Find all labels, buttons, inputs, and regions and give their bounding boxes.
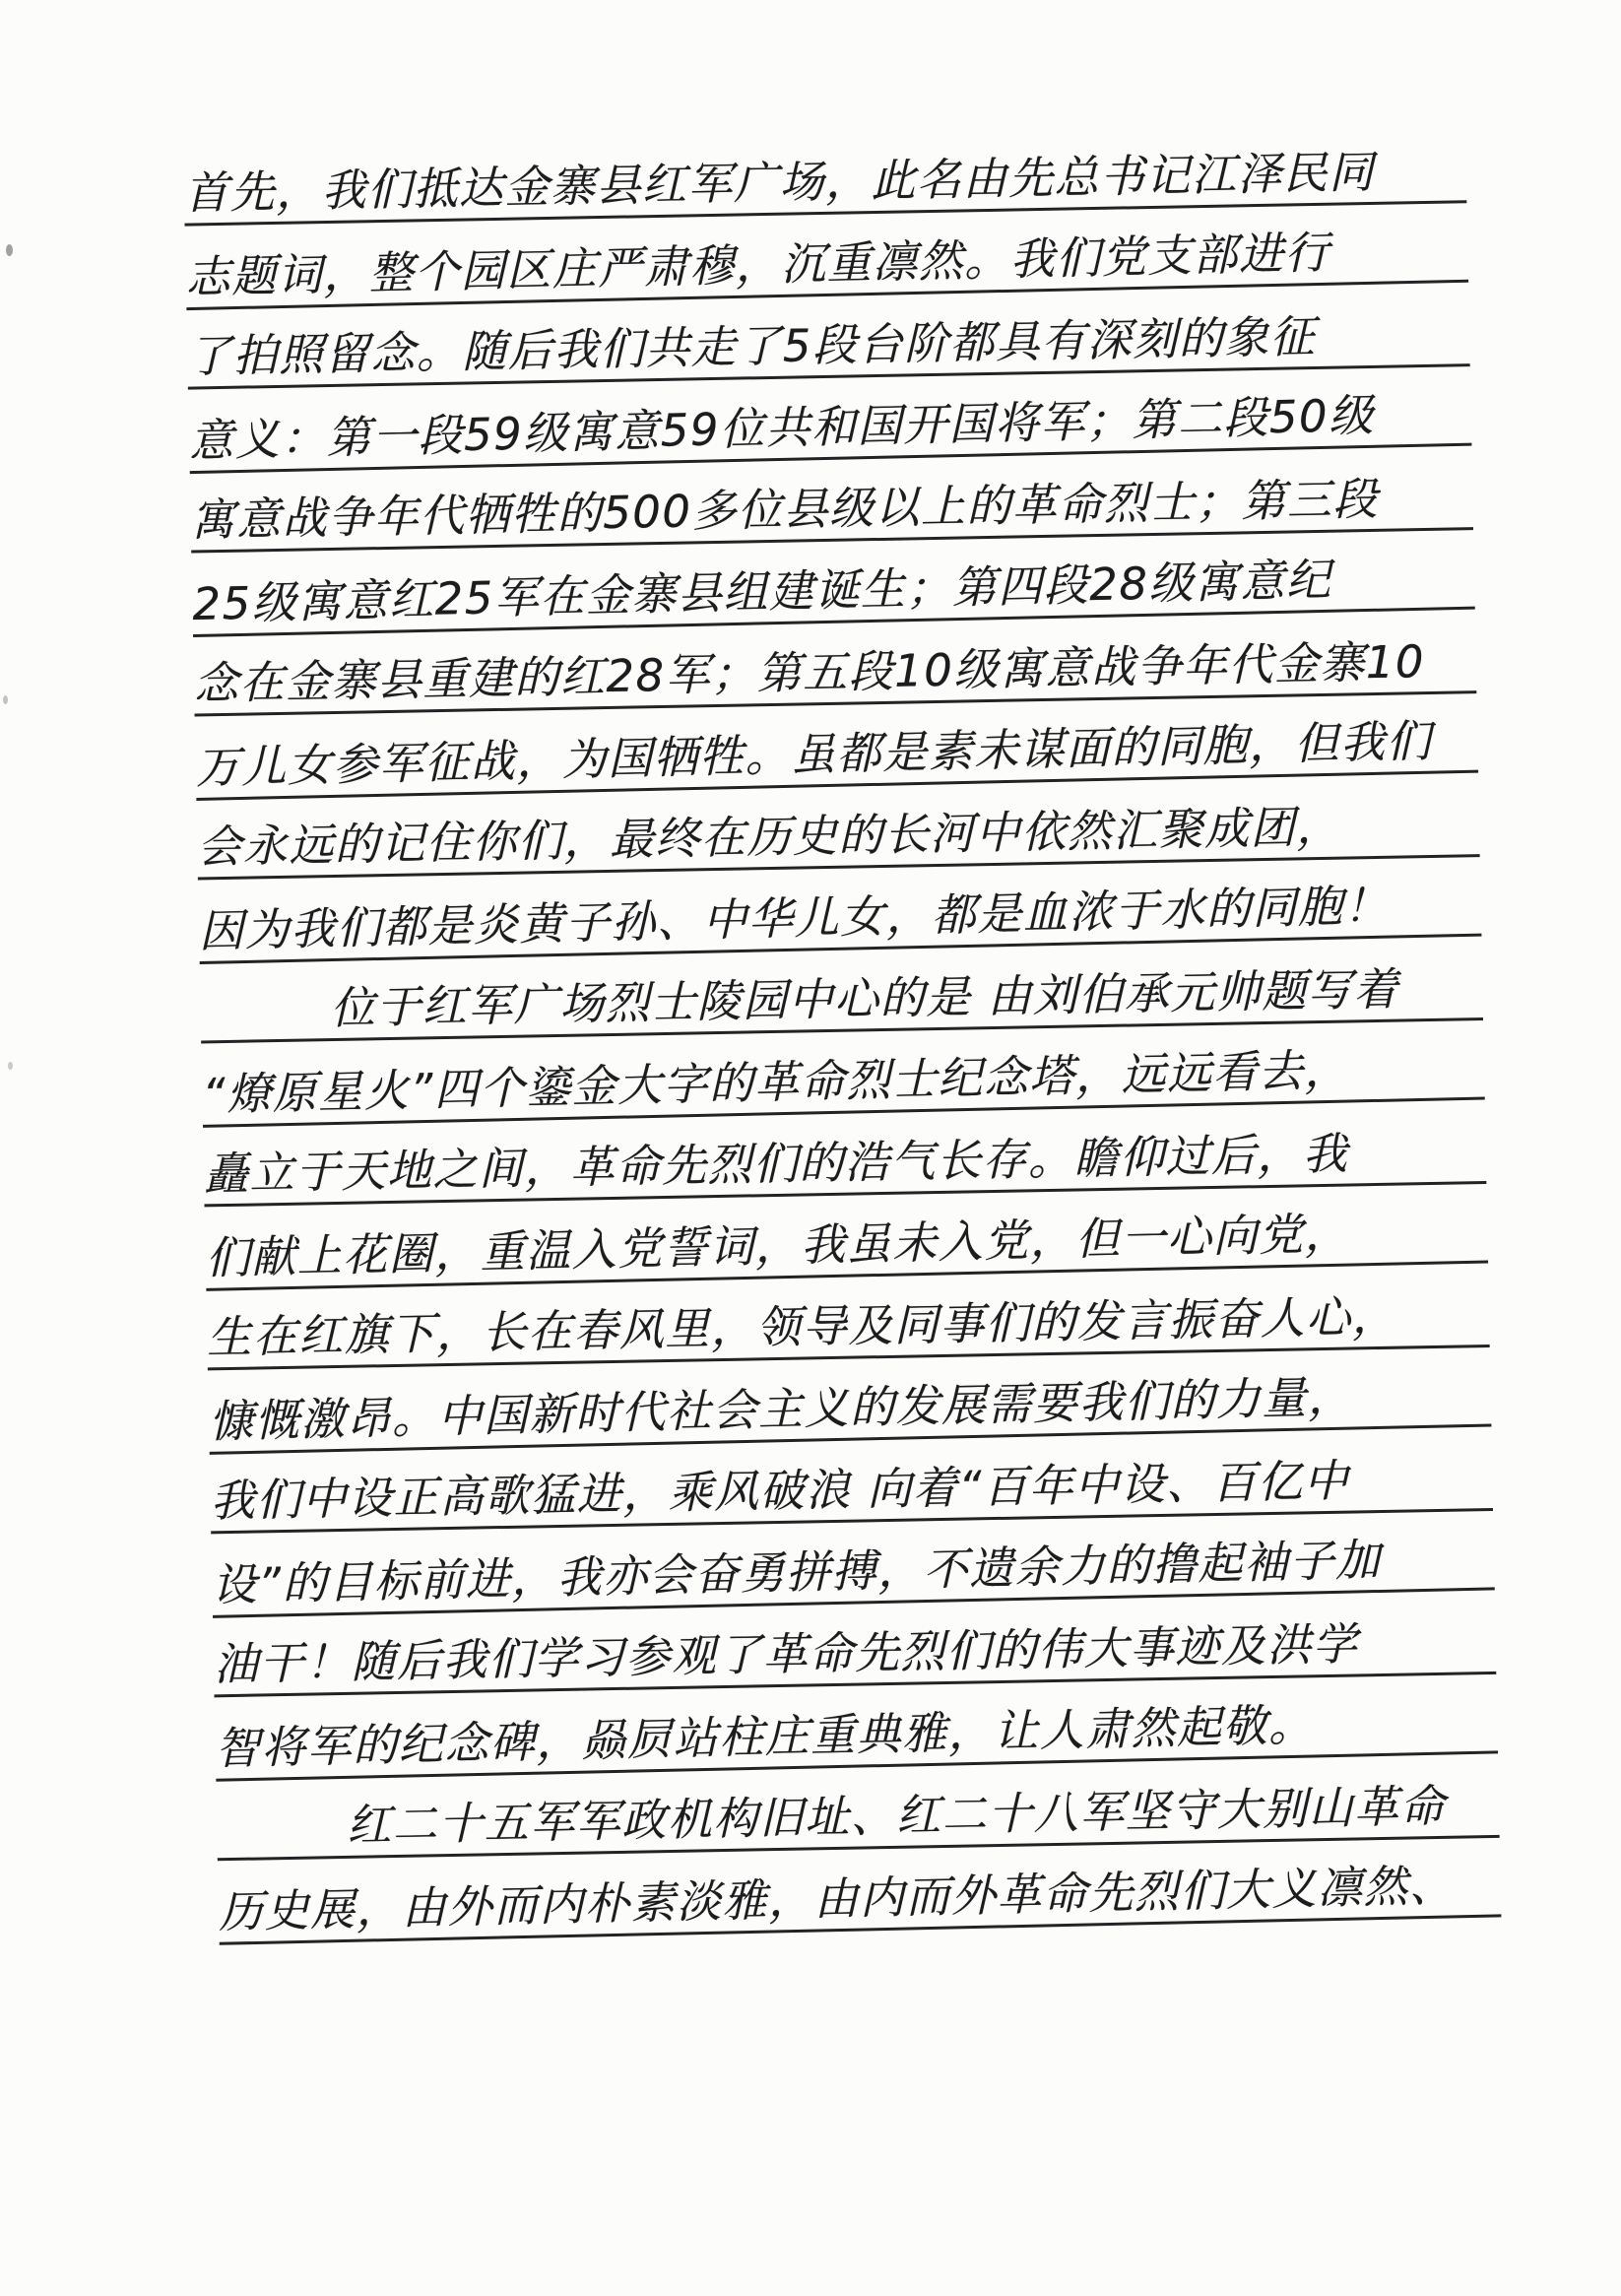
line-text: 25级寓意红25军在金寨县组建诞生；第四段28级寓意纪	[191, 553, 1332, 631]
line-text: 我们中设正高歌猛进，乘风破浪 向着“百年中设、百亿中	[210, 1454, 1350, 1528]
line-text: 生在红旗下，长在春风里，领导及同事们的发言振奋人心，	[206, 1289, 1398, 1364]
line-text: 矗立于天地之间，革命先烈们的浩气长存。瞻仰过后，我	[203, 1127, 1349, 1201]
line-text: 会永远的记住你们，最终在历史的长河中依然汇聚成团，	[196, 800, 1343, 874]
line-text: 红二十五军军政机构旧址、红二十八军坚守大别山革命	[346, 1779, 1447, 1852]
scan-noise-speck	[8, 1062, 13, 1070]
line-text: 历史展，由外而内朴素淡雅，由内而外革命先烈们大义凛然、	[218, 1859, 1456, 1938]
line-text: 位于红军广场烈士陵园中心的是 由刘伯承元帅题写着	[330, 962, 1400, 1035]
line-text: 万儿女参军征战，为国牺牲。虽都是素未谋面的同胞，但我们	[195, 714, 1433, 795]
line-text: 了拍照留念。随后我们共走了5段台阶都具有深刻的象征	[186, 309, 1317, 383]
line-text: 们献上花圈，重温入党誓词，我虽未入党，但一心向党，	[205, 1207, 1351, 1284]
line-text: 设”的目标前进，我亦会奋勇拼搏，不遗余力的撸起袖子加	[211, 1533, 1382, 1611]
line-text: 寓意战争年代牺牲的500多位县级以上的革命烈士；第三段	[190, 472, 1380, 547]
line-text: 因为我们都是炎黄子孙、中华儿女，都是血浓于水的同胞！	[198, 879, 1391, 957]
line-text: 意义：第一段59级寓意59位共和国开国将军；第二段50级	[188, 388, 1376, 468]
line-text: 首先，我们抵达金寨县红军广场，此名由先总书记江泽民同	[183, 145, 1376, 220]
scan-noise-speck	[3, 695, 8, 704]
line-text: 油干！随后我们学习参观了革命先烈们的伟大事迹及洪学	[213, 1617, 1359, 1691]
scan-noise-speck	[6, 244, 13, 256]
line-text: 念在金寨县重建的红28军；第五段10级寓意战争年代金寨10	[193, 635, 1426, 710]
line-text: “燎原星火”四个鎏金大字的革命烈士纪念塔，远远看去，	[201, 1043, 1351, 1121]
line-text: 智将军的纪念碑，赑屃站柱庄重典雅，让人肃然起敬。	[215, 1698, 1316, 1775]
line-text: 志题词，整个园区庄严肃穆，沉重凛然。我们党支部进行	[185, 226, 1331, 304]
line-text: 慷慨激昂。中国新时代社会主义的发展需要我们的力量，	[208, 1370, 1354, 1448]
handwritten-text-block	[183, 120, 1501, 1944]
